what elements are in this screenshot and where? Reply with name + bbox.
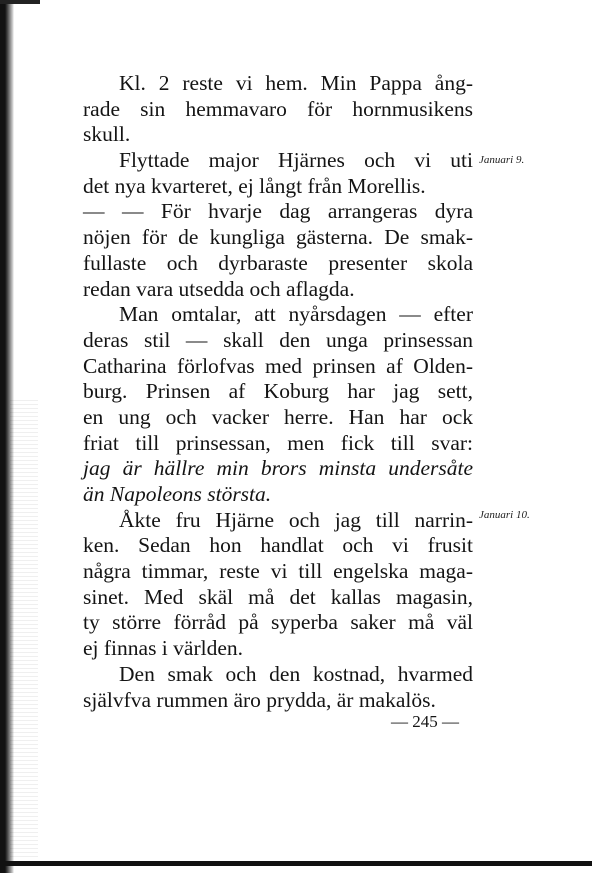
text-line: friat till prinsessan, men fick till svar: <box>83 430 473 455</box>
scan-shadow <box>10 400 38 860</box>
text-line: Flyttade major Hjärnes och vi uti <box>119 148 473 173</box>
page-body-text <box>83 71 473 713</box>
scan-bottom-edge <box>0 861 592 866</box>
text-line: redan vara utsedda och aflagda. <box>83 276 355 301</box>
text-line: ej finnas i världen. <box>83 636 244 661</box>
text-line: några timmar, reste vi till engelska maga- <box>83 559 473 584</box>
text-line: Catharina förlofvas med prinsen af Olden- <box>83 353 473 378</box>
text-line: Man omtalar, att nyårsdagen — efter <box>119 302 473 327</box>
text-line: ty större förråd på syperba saker må väl <box>83 610 473 635</box>
text-line: deras stil — skall den unga prinsessan <box>83 327 473 352</box>
text-line: sinet. Med skäl må det kallas magasin, <box>83 584 473 609</box>
text-line: Kl. 2 reste vi hem. Min Pappa ång- <box>119 71 473 95</box>
text-line: burg. Prinsen af Koburg har jag sett, <box>83 379 473 404</box>
text-line: skull. <box>83 122 131 147</box>
margin-date-note: Januari 10. <box>479 509 530 521</box>
text-line: Den smak och den kostnad, hvarmed <box>119 661 473 686</box>
margin-date-note: Januari 9. <box>479 154 525 166</box>
text-line: nöjen för de kungliga gästerna. De smak- <box>83 225 473 250</box>
text-line: jag är hällre min brors minsta undersåte <box>83 456 473 481</box>
text-line: Åkte fru Hjärne och jag till narrin- <box>119 507 473 532</box>
text-line: fullaste och dyrbaraste presenter skola <box>83 250 473 275</box>
page-number: — 245 — <box>391 712 459 731</box>
text-line: än Napoleons största. <box>83 482 272 506</box>
text-line: ken. Sedan hon handlat och vi frusit <box>83 533 473 558</box>
text-line: en ung och vacker herre. Han har ock <box>83 404 473 429</box>
text-line: rade sin hemmavaro för hornmusikens <box>83 96 473 121</box>
text-line: — — För hvarje dag arrangeras dyra <box>83 199 473 224</box>
text-line: självfva rummen äro prydda, är makalös. <box>83 687 436 712</box>
text-line: det nya kvarteret, ej långt från Morellis. <box>83 173 426 198</box>
scan-top-edge <box>0 0 40 4</box>
